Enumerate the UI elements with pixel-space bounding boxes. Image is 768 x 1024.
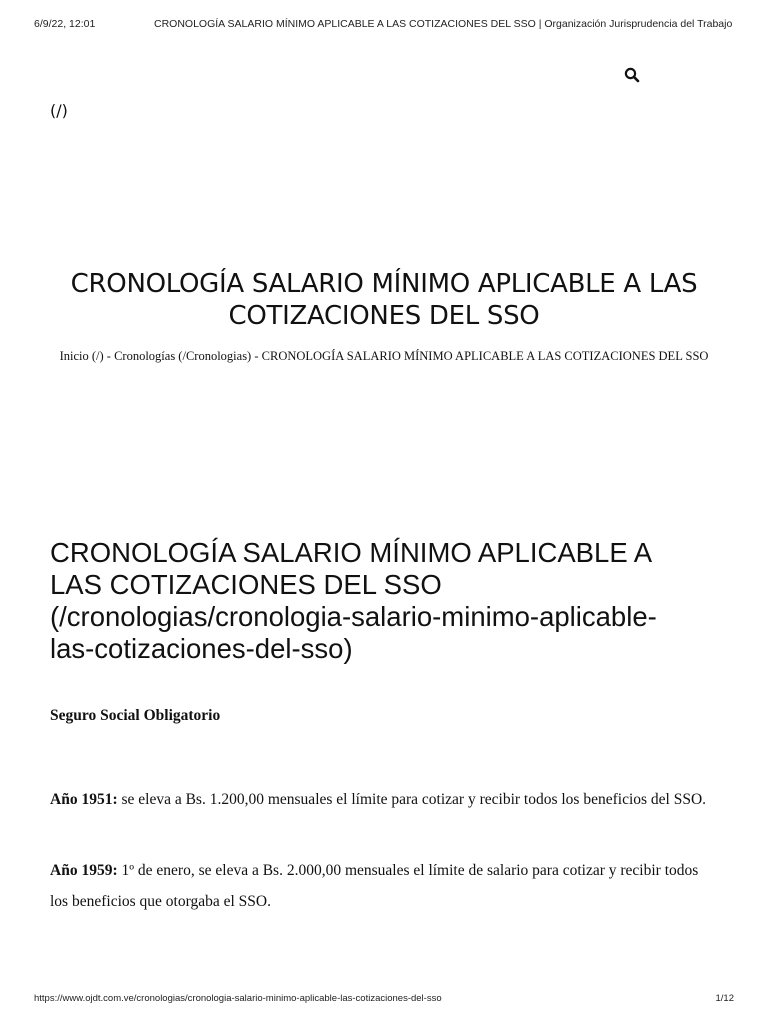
- article-title-line: LAS COTIZACIONES DEL SSO: [50, 569, 442, 600]
- entry-text: 1º de enero, se eleva a Bs. 2.000,00 mensuales el límite de salario para cotizar y recibir todos los beneficios que otorgaba el SSO.: [50, 862, 699, 910]
- print-footer: [34, 993, 734, 1007]
- entry-year: Año 1959:: [50, 862, 118, 879]
- entry-year: Año 1951:: [50, 791, 118, 808]
- article-title-line: las-cotizaciones-del-sso): [50, 633, 353, 664]
- article-title-line: CRONOLOGÍA SALARIO MÍNIMO APLICABLE A: [50, 537, 653, 568]
- timeline-entry: [50, 855, 712, 917]
- breadcrumb-section-link[interactable]: Cronologías (/Cronologias): [114, 349, 252, 363]
- print-document-title: CRONOLOGÍA SALARIO MÍNIMO APLICABLE A LAS COTIZACIONES DEL SSO | Organización Jurisprudencia del Trabajo: [154, 18, 733, 30]
- breadcrumb-home-link[interactable]: Inicio (/): [59, 349, 104, 363]
- section-heading: Seguro Social Obligatorio: [50, 707, 221, 724]
- timeline-entry: [50, 784, 712, 815]
- page-title: CRONOLOGÍA SALARIO MÍNIMO APLICABLE A LAS COTIZACIONES DEL SSO: [70, 269, 698, 331]
- search-button[interactable]: [624, 67, 640, 83]
- article-title-link[interactable]: [50, 537, 728, 665]
- breadcrumb-separator: -: [251, 349, 262, 363]
- search-icon: [624, 67, 640, 83]
- print-url: https://www.ojdt.com.ve/cronologias/cronologia-salario-minimo-aplicable-las-cotizaciones-del-sso: [34, 993, 442, 1004]
- home-link[interactable]: (/): [50, 101, 68, 120]
- print-datetime: 6/9/22, 12:01: [34, 18, 96, 30]
- print-header: [34, 18, 734, 32]
- breadcrumb: [20, 349, 748, 364]
- page-number: 1/12: [715, 993, 734, 1004]
- article-title-line: (/cronologias/cronologia-salario-minimo-aplicable-: [50, 601, 657, 632]
- breadcrumb-current: CRONOLOGÍA SALARIO MÍNIMO APLICABLE A LAS COTIZACIONES DEL SSO: [261, 349, 709, 363]
- entry-text: se eleva a Bs. 1.200,00 mensuales el límite para cotizar y recibir todos los beneficios del SSO.: [117, 791, 707, 808]
- article-title: [50, 537, 728, 665]
- breadcrumb-separator: -: [103, 349, 115, 363]
